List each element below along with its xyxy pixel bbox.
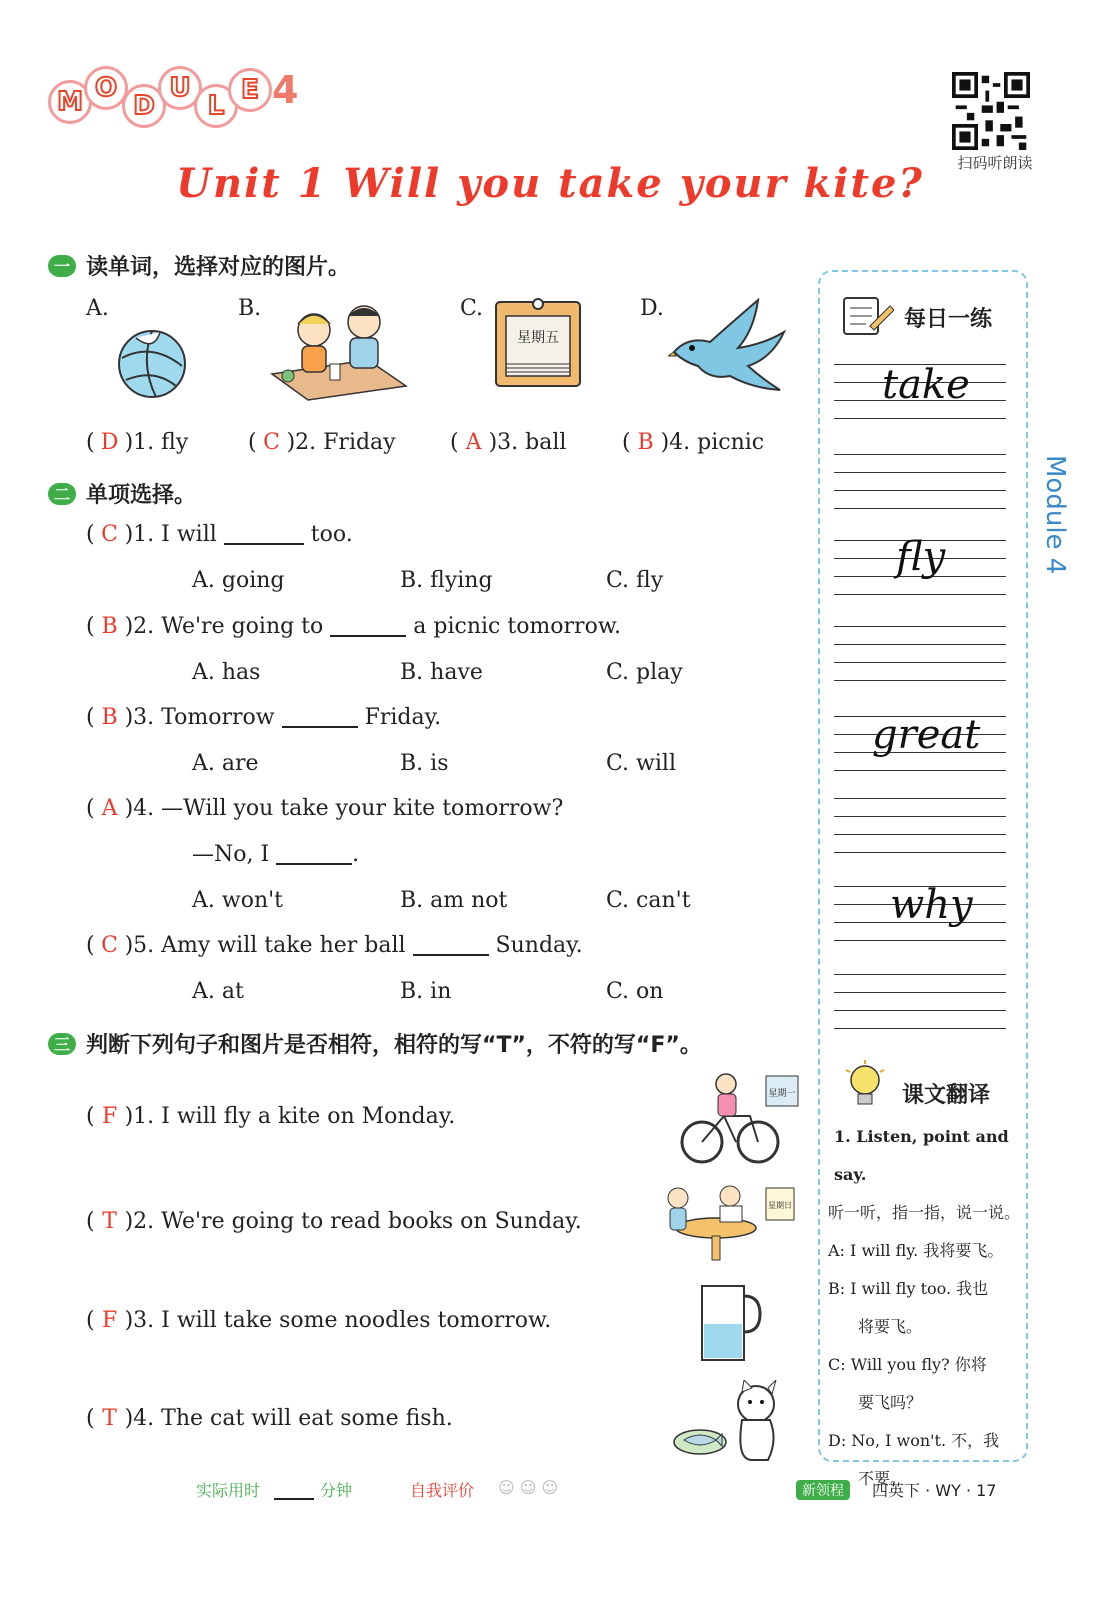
time-unit: 分钟 — [320, 1481, 353, 1500]
match-item: ( C )2. Friday — [248, 430, 396, 455]
section-3-heading — [48, 1028, 702, 1059]
answer-blank[interactable] — [413, 936, 489, 956]
answer[interactable]: B — [101, 705, 118, 730]
picture-label: C. — [460, 296, 484, 321]
answer[interactable]: D — [100, 430, 119, 455]
section-2-heading — [48, 478, 196, 509]
option: A. are — [192, 751, 259, 776]
section-number-badge: 一 — [48, 255, 76, 277]
time-label: 实际用时 — [196, 1481, 261, 1500]
answer-blank[interactable] — [276, 845, 352, 865]
picture-label: A. — [86, 296, 109, 321]
self-eval-label: 自我评价 — [410, 1481, 475, 1500]
question-5: ( C )5. Amy will take her ball Sunday. — [86, 933, 583, 958]
daily-practice-title: 每日一练 — [904, 307, 993, 332]
option: C. fly — [606, 568, 664, 593]
qr-label: 扫码听朗读 — [957, 154, 1033, 172]
section-number-badge: 三 — [48, 1033, 76, 1055]
option: A. at — [192, 979, 244, 1004]
answer-blank[interactable] — [330, 617, 406, 637]
question-1: ( C )1. I will too. — [86, 522, 353, 547]
option: B. in — [400, 979, 452, 1004]
judge-item: ( T )2. We're going to read books on Sunday. — [86, 1209, 582, 1234]
match-item: ( A )3. ball — [450, 430, 567, 455]
eval-faces[interactable]: ☺ ☺ ☺ — [498, 1478, 559, 1497]
answer[interactable]: C — [101, 522, 119, 547]
section-number-badge: 二 — [48, 483, 76, 505]
section-title: 判断下列句子和图片是否相符，相符的写“T”，不符的写“F”。 — [86, 1033, 702, 1058]
section-title: 读单词，选择对应的图片。 — [86, 255, 351, 280]
answer[interactable]: B — [637, 430, 654, 455]
module-letter: M — [48, 80, 92, 124]
reading-icon — [664, 1180, 798, 1264]
answer[interactable]: F — [101, 1104, 118, 1129]
option: C. play — [606, 660, 683, 685]
module-letter: E — [228, 68, 272, 112]
answer[interactable]: C — [263, 430, 281, 455]
option: B. have — [400, 660, 483, 685]
module-letter: U — [158, 66, 202, 110]
practice-word: why — [890, 882, 973, 928]
practice-word: fly — [896, 534, 946, 580]
option: C. will — [606, 751, 676, 776]
water-jug-icon — [696, 1282, 762, 1364]
practice-word: take — [882, 362, 970, 408]
notepad-icon — [840, 292, 894, 336]
calendar-friday-icon — [490, 294, 586, 390]
question-3: ( B )3. Tomorrow Friday. — [86, 705, 442, 730]
cycling-icon — [680, 1070, 800, 1166]
picnic-icon — [268, 294, 408, 404]
option: A. has — [192, 660, 261, 685]
module-letter: D — [122, 84, 166, 128]
bird-icon — [668, 296, 788, 396]
answer[interactable]: B — [101, 614, 118, 639]
section-title: 单项选择。 — [86, 483, 197, 508]
option: B. am not — [400, 888, 508, 913]
qr-code-icon[interactable] — [952, 72, 1030, 150]
option: B. flying — [400, 568, 493, 593]
question-2: ( B )2. We're going to a picnic tomorrow. — [86, 614, 622, 639]
question-4-reply: —No, I . — [192, 842, 360, 867]
question-4: ( A )4. —Will you take your kite tomorrow? — [86, 796, 564, 821]
answer[interactable]: T — [102, 1406, 117, 1431]
match-item: ( D )1. fly — [86, 430, 189, 455]
option: C. can't — [606, 888, 691, 913]
practice-word: great — [872, 712, 981, 758]
calendar-text: 星期五 — [517, 330, 559, 346]
ball-icon — [116, 328, 188, 400]
judge-item: ( F )1. I will fly a kite on Monday. — [86, 1104, 456, 1129]
lightbulb-icon — [842, 1060, 888, 1112]
picture-label: D. — [640, 296, 664, 321]
answer[interactable]: C — [101, 933, 119, 958]
module-letter: O — [84, 66, 128, 110]
answer[interactable]: A — [465, 430, 482, 455]
option: B. is — [400, 751, 449, 776]
section-1-heading — [48, 250, 350, 281]
option: A. going — [192, 568, 285, 593]
brand-badge: 新领程 — [796, 1480, 850, 1500]
option: C. on — [606, 979, 664, 1004]
translation-title: 课文翻译 — [902, 1083, 991, 1108]
module-number: 4 — [272, 68, 299, 112]
answer[interactable]: F — [101, 1308, 118, 1333]
answer-blank[interactable] — [224, 525, 304, 545]
module-banner — [48, 62, 308, 132]
picture-label: B. — [238, 296, 262, 321]
unit-title: Unit 1 Will you take your kite? — [176, 160, 924, 207]
option: A. won't — [192, 888, 284, 913]
time-blank[interactable] — [274, 1480, 314, 1500]
module-letter: L — [194, 84, 238, 128]
judge-item: ( F )3. I will take some noodles tomorrow. — [86, 1308, 552, 1333]
side-tab-module: Module 4 — [1040, 455, 1070, 575]
judge-item: ( T )4. The cat will eat some fish. — [86, 1406, 453, 1431]
sign-text: 星期一 — [768, 1089, 796, 1099]
answer-blank[interactable] — [282, 708, 358, 728]
sign-text: 星期日 — [768, 1201, 792, 1210]
translation-text: 1. Listen, point and say. 听一听，指一指，说一说。 A: I will fly. 我将要飞。 B: I will fly too. 我也 将要飞。 C: Will you fly? 你将 要飞吗？ D: No, I won't. 不，我 不要。 — [828, 1127, 1021, 1488]
answer[interactable]: T — [102, 1209, 117, 1234]
match-item: ( B )4. picnic — [622, 430, 765, 455]
answer[interactable]: A — [101, 796, 118, 821]
cat-fish-icon — [672, 1380, 788, 1462]
page-info: 四英下 · WY · 17 — [872, 1481, 997, 1500]
